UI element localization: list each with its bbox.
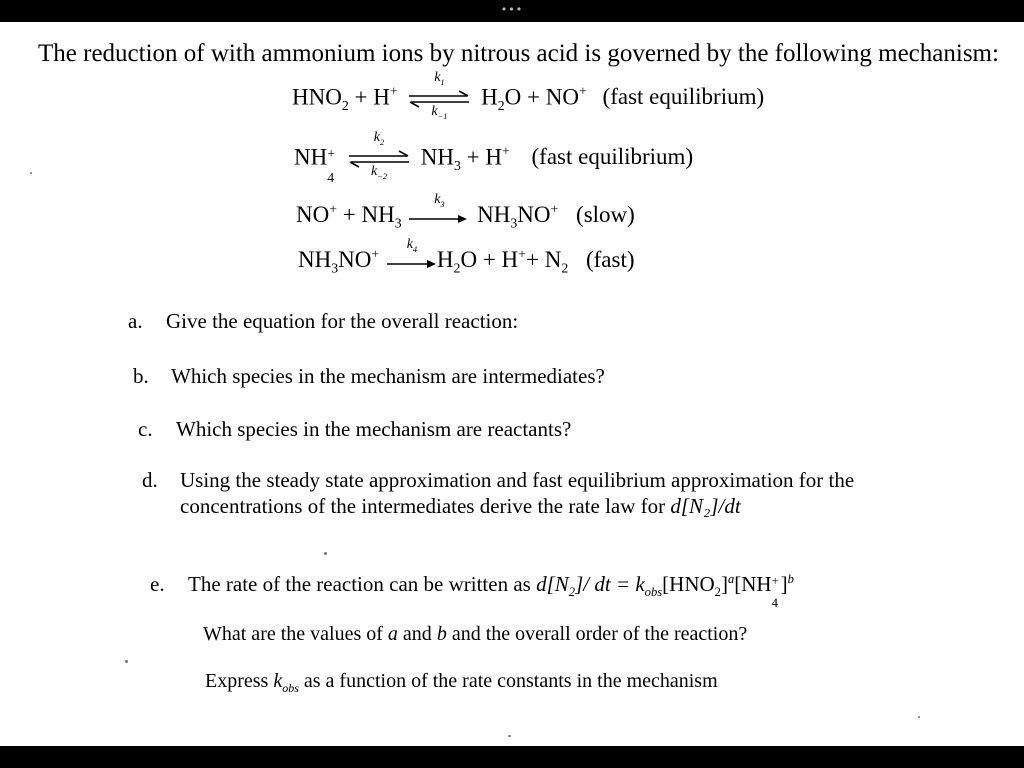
species-nh3no: NH (298, 247, 332, 272)
plus-sign: + (460, 144, 486, 170)
superscript: + (329, 201, 338, 217)
scan-speck (125, 660, 128, 663)
question-e-part-1 (203, 623, 747, 646)
expr-part: [HNO (662, 572, 715, 596)
top-bar (0, 0, 1024, 22)
intro-text: The reduction of with ammonium ions by nitrous acid is governed by the following mechanism: (38, 40, 999, 67)
plus-sign: + (521, 84, 546, 110)
equilibrium-arrow-icon (407, 70, 471, 121)
question-label: b. (133, 364, 149, 388)
k-symbol: k (434, 70, 441, 85)
subscript: 3 (394, 215, 402, 231)
question-label: a. (128, 309, 143, 333)
superscript: + (371, 246, 380, 262)
step-note: (fast equilibrium) (602, 84, 765, 110)
question-text: and the overall order of the reaction? (446, 623, 748, 645)
rate-law-expression (536, 572, 663, 600)
arrow-svg (409, 206, 469, 228)
question-e-part-2 (205, 670, 718, 693)
expr-part: ] (780, 572, 788, 596)
species-part: O (460, 247, 478, 272)
question-d-line-2 (180, 494, 741, 519)
subscript: 2 (453, 260, 461, 276)
subscript: 2 (568, 585, 576, 600)
arrow-svg (387, 251, 437, 273)
subscript: 2 (341, 97, 349, 113)
question-text: Which species in the mechanism are reactants? (176, 417, 572, 441)
subscript: 2 (714, 585, 721, 600)
subscript: 4 (412, 244, 418, 254)
species-nh4: NH (294, 144, 328, 170)
mechanism-step-2: NH + 4 $k_2$ $k_{-2}$ $NH_3 + H^+$ (fast equilibrium) (294, 130, 694, 186)
k-symbol: k (434, 191, 441, 207)
k-symbol: k (373, 130, 380, 145)
equilibrium-arrow-icon (347, 130, 411, 181)
superscript: + (501, 143, 510, 159)
species-no: NO (296, 202, 330, 227)
subscript: 2 (497, 97, 505, 113)
question-text: as a function of the rate constants in the mechanism (298, 670, 718, 692)
subscript: obs (644, 585, 663, 600)
question-label: e. (150, 572, 165, 596)
scan-speck (30, 172, 32, 174)
question-text: The rate of the reaction can be written as (188, 572, 537, 596)
question-text: and (397, 623, 437, 645)
scan-speck (508, 735, 511, 737)
species-nh3: NH (420, 144, 454, 170)
superscript: + (389, 83, 398, 99)
exponent-b: b (787, 572, 794, 586)
question-label: c. (138, 417, 153, 441)
question-text: Express (205, 670, 274, 692)
document-page (0, 22, 1024, 746)
scan-speck (918, 716, 920, 718)
species-no: NO (545, 84, 580, 110)
question-a (128, 309, 518, 334)
question-e: e. The rate of the reaction can be written as $d[N_2]/$ dt = $k_{obs}[HNO_2]^a[NH$ + 4 ]$^b$ (150, 572, 794, 610)
subscript: −2 (377, 171, 388, 181)
rate-constant-k-2 (347, 164, 411, 180)
more-dots-icon[interactable]: ••• (500, 3, 524, 16)
question-d (142, 468, 854, 493)
species-part: O (504, 84, 522, 110)
plus-sign: + (525, 247, 545, 272)
step-note: (fast equilibrium) (531, 144, 694, 170)
exponent-a: a (727, 572, 735, 586)
step-note: (slow) (576, 202, 635, 227)
subscript: 2 (380, 137, 385, 147)
question-text: Using the steady state approximation and fast equilibrium approximation for the (180, 468, 855, 492)
step-note: (fast) (585, 247, 635, 272)
subscript: 3 (453, 157, 461, 173)
k-symbol: k (406, 236, 413, 252)
expr-part: d[N (536, 572, 569, 596)
subscript: 2 (561, 260, 569, 276)
forward-arrow-icon (409, 191, 469, 228)
superscript: + (550, 201, 559, 217)
mechanism-step-1 (292, 70, 765, 121)
question-c (138, 417, 571, 442)
species-h2o: H (436, 247, 454, 272)
bottom-bar (0, 746, 1024, 768)
subscript: 3 (331, 260, 339, 276)
variable-b: b (436, 623, 447, 645)
species-h: H (501, 247, 519, 272)
variable-a: a (387, 623, 398, 645)
rate-expression: d[N₂]/dt (670, 494, 741, 518)
superscript: + (518, 246, 526, 262)
species-h: H (485, 144, 502, 170)
species-part: NO (338, 247, 372, 272)
plus-sign: + (337, 202, 362, 227)
species-hno2: HNO (292, 84, 342, 110)
subscript: 1 (440, 77, 445, 87)
expr-part: ] (720, 572, 728, 596)
forward-arrow-icon (387, 236, 437, 273)
rate-constant-k-1 (407, 104, 471, 120)
species-h: H (373, 84, 390, 110)
superscript: + (579, 83, 587, 99)
species-part: NO (517, 202, 551, 227)
question-text: Which species in the mechanism are intermediates? (171, 364, 605, 388)
scan-speck (324, 552, 327, 555)
subscript: −1 (437, 111, 448, 121)
question-label: d. (142, 468, 158, 492)
species-nh3: NH (361, 202, 395, 227)
subscript: obs (282, 681, 299, 695)
question-text: Give the equation for the overall reaction: (166, 309, 519, 333)
question-text: What are the values of (203, 623, 388, 645)
plus-sign: + (348, 84, 374, 110)
question-b (133, 364, 605, 389)
mechanism-step-3 (296, 191, 635, 231)
question-text: concentrations of the intermediates derive the rate law for (180, 494, 671, 518)
species-nh3no: NH (477, 202, 511, 227)
k-symbol: k (370, 164, 378, 179)
plus-sign: + (477, 247, 502, 272)
expr-part: ]/ dt = k (575, 572, 645, 596)
k-symbol: k (273, 670, 283, 692)
mechanism-step-4 (298, 236, 635, 276)
subscript: 3 (440, 199, 445, 209)
k-symbol: k (431, 104, 438, 119)
subscript: 3 (510, 215, 518, 231)
species-n2: N (544, 247, 562, 272)
expr-part: [NH (734, 572, 772, 596)
species-h2o: H (481, 84, 498, 110)
